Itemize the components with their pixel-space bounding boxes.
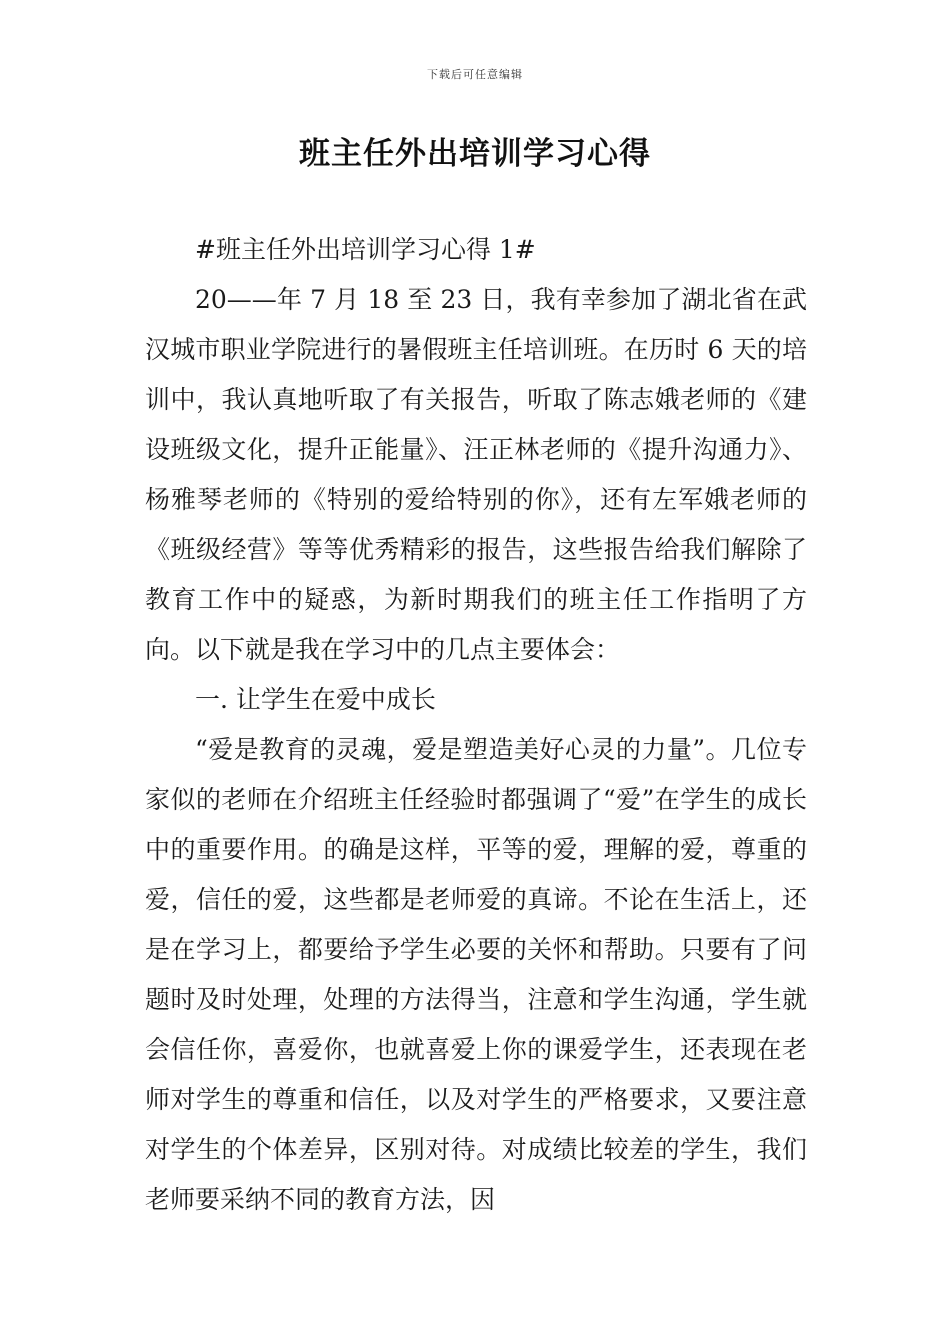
body-paragraph: 20——年 7 月 18 至 23 日，我有幸参加了湖北省在武汉城市职业学院进行的暑假班主任培训班。在历时 6 天的培训中，我认真地听取了有关报告，听取了陈志娥老师的《建设班级文化，提升正能量》、汪正林老师的《提升沟通力》、杨雅琴老师的《特别的爱给特别的你》，还有左军娥老师的《班级经营》等等优秀精彩的报告，这些报告给我们解除了教育工作中的疑惑，为新时期我们的班主任工作指明了方向。以下就是我在学习中的几点主要体会：: [145, 285, 807, 664]
subsection-heading: 一. 让学生在爱中成长: [195, 685, 436, 714]
document-title: 班主任外出培训学习心得: [299, 136, 651, 172]
document-body: [145, 225, 807, 1225]
header-note: 下载后可任意编辑: [427, 68, 523, 81]
body-paragraph: “爱是教育的灵魂，爱是塑造美好心灵的力量”。几位专家似的老师在介绍班主任经验时都强调了“爱”在学生的成长中的重要作用。的确是这样，平等的爱，理解的爱，尊重的爱，信任的爱，这些都是老师爱的真谛。不论在生活上，还是在学习上，都要给予学生必要的关怀和帮助。只要有了问题时及时处理，处理的方法得当，注意和学生沟通，学生就会信任你，喜爱你，也就喜爱上你的课爱学生，还表现在老师对学生的尊重和信任，以及对学生的严格要求，又要注意对学生的个体差异，区别对待。对成绩比较差的学生，我们老师要采纳不同的教育方法，因: [145, 735, 807, 1214]
section-heading: #班主任外出培训学习心得 1#: [195, 235, 536, 264]
